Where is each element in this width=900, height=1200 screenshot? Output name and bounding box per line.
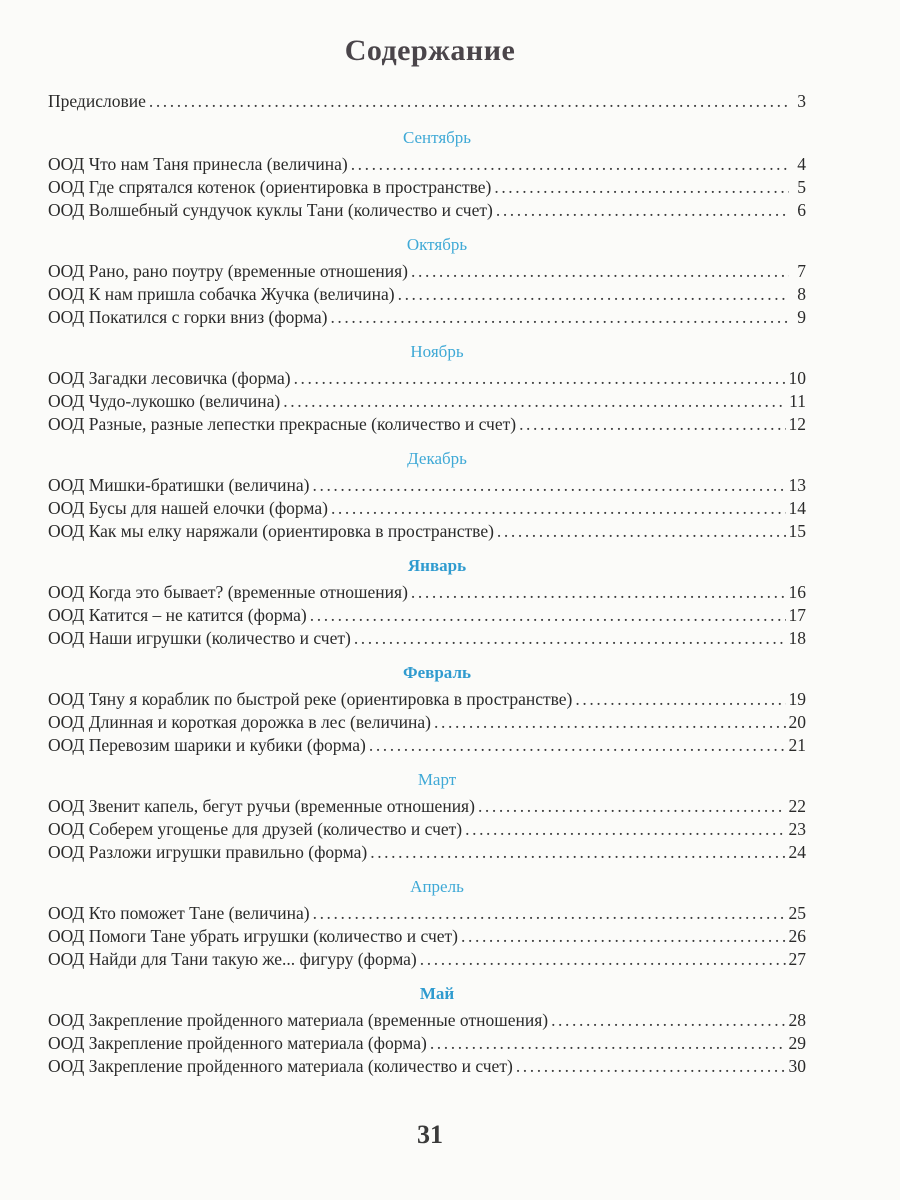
leader-dots xyxy=(351,153,789,176)
toc-entry xyxy=(48,367,806,390)
toc-section xyxy=(48,767,806,864)
page-number: 31 xyxy=(417,1120,443,1149)
month-heading: Сентябрь xyxy=(402,128,472,147)
toc-entry-page: 17 xyxy=(788,605,806,625)
toc-entry-page: 9 xyxy=(797,307,806,327)
toc-entry xyxy=(48,260,806,283)
leader-dots xyxy=(430,1032,786,1055)
toc-entry-label: ООД Перевозим шарики и кубики (форма) xyxy=(48,735,366,755)
leader-dots xyxy=(465,818,785,841)
toc-entry xyxy=(48,474,806,497)
toc-entry xyxy=(48,520,806,543)
month-heading: Март xyxy=(417,770,457,789)
page-title: Содержание xyxy=(344,34,516,67)
toc-entry-label: ООД Катится – не катится (форма) xyxy=(48,605,307,625)
toc-section xyxy=(48,981,806,1078)
toc-entry-label: ООД Чудо-лукошко (величина) xyxy=(48,391,281,411)
toc-entry-page: 13 xyxy=(788,475,806,495)
toc-entry xyxy=(48,390,806,413)
toc-entry-label: ООД Закрепление пройденного материала (форма) xyxy=(48,1033,427,1053)
toc-entry xyxy=(48,688,806,711)
toc-entry-page: 18 xyxy=(788,628,806,648)
table-of-contents xyxy=(48,90,806,1088)
toc-entry-label: ООД Когда это бывает? (временные отношения) xyxy=(48,582,408,602)
toc-section xyxy=(48,125,806,222)
toc-entry xyxy=(48,604,806,627)
toc-entry-label: ООД Волшебный сундучок куклы Тани (количество и счет) xyxy=(48,200,493,220)
toc-entry-label: Предисловие xyxy=(48,91,146,111)
toc-section xyxy=(48,874,806,971)
toc-entry-label: ООД Где спрятался котенок (ориентировка в пространстве) xyxy=(48,177,492,197)
toc-section xyxy=(48,553,806,650)
toc-entry xyxy=(48,283,806,306)
leader-dots xyxy=(283,390,786,413)
toc-entry-page: 19 xyxy=(788,689,806,709)
toc-entry-label: ООД Помоги Тане убрать игрушки (количество и счет) xyxy=(48,926,459,946)
toc-entry xyxy=(48,925,806,948)
leader-dots xyxy=(494,176,789,199)
leader-dots xyxy=(149,90,789,113)
leader-dots xyxy=(313,902,786,925)
toc-entry-page: 11 xyxy=(789,391,806,411)
toc-entry-page: 16 xyxy=(788,582,806,602)
toc-entry xyxy=(48,902,806,925)
leader-dots xyxy=(294,367,786,390)
toc-entry-label: ООД Наши игрушки (количество и счет) xyxy=(48,628,351,648)
toc-entry xyxy=(48,176,806,199)
leader-dots xyxy=(354,627,786,650)
toc-entry-page: 6 xyxy=(797,200,806,220)
toc-entry xyxy=(48,627,806,650)
toc-entry-label: ООД Загадки лесовичка (форма) xyxy=(48,368,291,388)
toc-entry-preface xyxy=(48,90,806,113)
toc-entry xyxy=(48,711,806,734)
leader-dots xyxy=(519,413,785,436)
toc-entry-page: 14 xyxy=(788,498,806,518)
leader-dots xyxy=(420,948,786,971)
toc-entry-page: 22 xyxy=(788,796,806,816)
leader-dots xyxy=(551,1009,785,1032)
month-heading: Февраль xyxy=(403,663,471,682)
toc-entry xyxy=(48,948,806,971)
month-heading: Апрель xyxy=(410,877,464,896)
month-heading: Ноябрь xyxy=(410,342,464,361)
leader-dots xyxy=(370,841,785,864)
toc-entry-label: ООД Длинная и короткая дорожка в лес (величина) xyxy=(48,712,432,732)
toc-entry xyxy=(48,153,806,176)
toc-section xyxy=(48,339,806,436)
toc-entry-label: ООД Закрепление пройденного материала (количество и счет) xyxy=(48,1056,513,1076)
toc-entry-page: 25 xyxy=(788,903,806,923)
toc-entry-label: ООД Рано, рано поутру (временные отношения) xyxy=(48,261,409,281)
toc-entry-page: 26 xyxy=(788,926,806,946)
toc-entry xyxy=(48,581,806,604)
toc-entry-label: ООД Звенит капель, бегут ручьи (временные отношения) xyxy=(48,796,475,816)
toc-entry xyxy=(48,199,806,222)
toc-entry-label: ООД Бусы для нашей елочки (форма) xyxy=(48,498,328,518)
toc-entry xyxy=(48,1032,806,1055)
toc-entry-page: 30 xyxy=(788,1056,806,1076)
month-heading: Декабрь xyxy=(407,449,467,468)
leader-dots xyxy=(411,260,789,283)
toc-entry-page: 20 xyxy=(788,712,806,732)
leader-dots xyxy=(310,604,786,627)
toc-entry xyxy=(48,497,806,520)
toc-entry-label: ООД Как мы елку наряжали (ориентировка в пространстве) xyxy=(48,521,494,541)
leader-dots xyxy=(434,711,785,734)
month-heading: Май xyxy=(419,984,455,1003)
month-heading: Октябрь xyxy=(406,235,468,254)
leader-dots xyxy=(497,520,786,543)
leader-dots xyxy=(575,688,785,711)
leader-dots xyxy=(330,306,789,329)
toc-section xyxy=(48,660,806,757)
toc-entry xyxy=(48,413,806,436)
toc-section xyxy=(48,232,806,329)
toc-entry-label: ООД Тяну я кораблик по быстрой реке (ориентировка в пространстве) xyxy=(48,689,573,709)
toc-entry-page: 4 xyxy=(797,154,806,174)
toc-entry-label: ООД К нам пришла собачка Жучка (величина) xyxy=(48,284,395,304)
toc-entry xyxy=(48,1055,806,1078)
toc-entry-label: ООД Разные, разные лепестки прекрасные (количество и счет) xyxy=(48,414,517,434)
leader-dots xyxy=(461,925,785,948)
toc-entry-label: ООД Соберем угощенье для друзей (количество и счет) xyxy=(48,819,463,839)
toc-entry-label: ООД Разложи игрушки правильно (форма) xyxy=(48,842,368,862)
toc-entry-page: 5 xyxy=(797,177,806,197)
toc-entry xyxy=(48,795,806,818)
toc-entry-page: 29 xyxy=(788,1033,806,1053)
toc-entry-page: 12 xyxy=(788,414,806,434)
leader-dots xyxy=(369,734,786,757)
toc-entry-page: 10 xyxy=(788,368,806,388)
leader-dots xyxy=(331,497,786,520)
toc-section xyxy=(48,446,806,543)
toc-entry xyxy=(48,841,806,864)
leader-dots xyxy=(496,199,789,222)
toc-entry xyxy=(48,818,806,841)
leader-dots xyxy=(398,283,789,306)
toc-entry-page: 27 xyxy=(788,949,806,969)
toc-entry-page: 23 xyxy=(788,819,806,839)
toc-entry-label: ООД Что нам Таня принесла (величина) xyxy=(48,154,348,174)
toc-entry xyxy=(48,306,806,329)
toc-entry-label: ООД Найди для Тани такую же... фигуру (форма) xyxy=(48,949,417,969)
toc-entry-label: ООД Мишки-братишки (величина) xyxy=(48,475,310,495)
leader-dots xyxy=(516,1055,786,1078)
toc-entry-page: 8 xyxy=(797,284,806,304)
leader-dots xyxy=(313,474,786,497)
toc-entry-page: 28 xyxy=(788,1010,806,1030)
toc-entry-page: 24 xyxy=(788,842,806,862)
toc-entry-page: 3 xyxy=(797,91,806,111)
toc-entry xyxy=(48,734,806,757)
toc-entry-label: ООД Покатился с горки вниз (форма) xyxy=(48,307,328,327)
toc-entry-page: 15 xyxy=(788,521,806,541)
toc-entry-page: 7 xyxy=(797,261,806,281)
leader-dots xyxy=(478,795,786,818)
toc-entry-label: ООД Закрепление пройденного материала (временные отношения) xyxy=(48,1010,549,1030)
toc-entry-label: ООД Кто поможет Тане (величина) xyxy=(48,903,310,923)
toc-entry-page: 21 xyxy=(788,735,806,755)
leader-dots xyxy=(411,581,786,604)
toc-entry xyxy=(48,1009,806,1032)
month-heading: Январь xyxy=(407,556,467,575)
